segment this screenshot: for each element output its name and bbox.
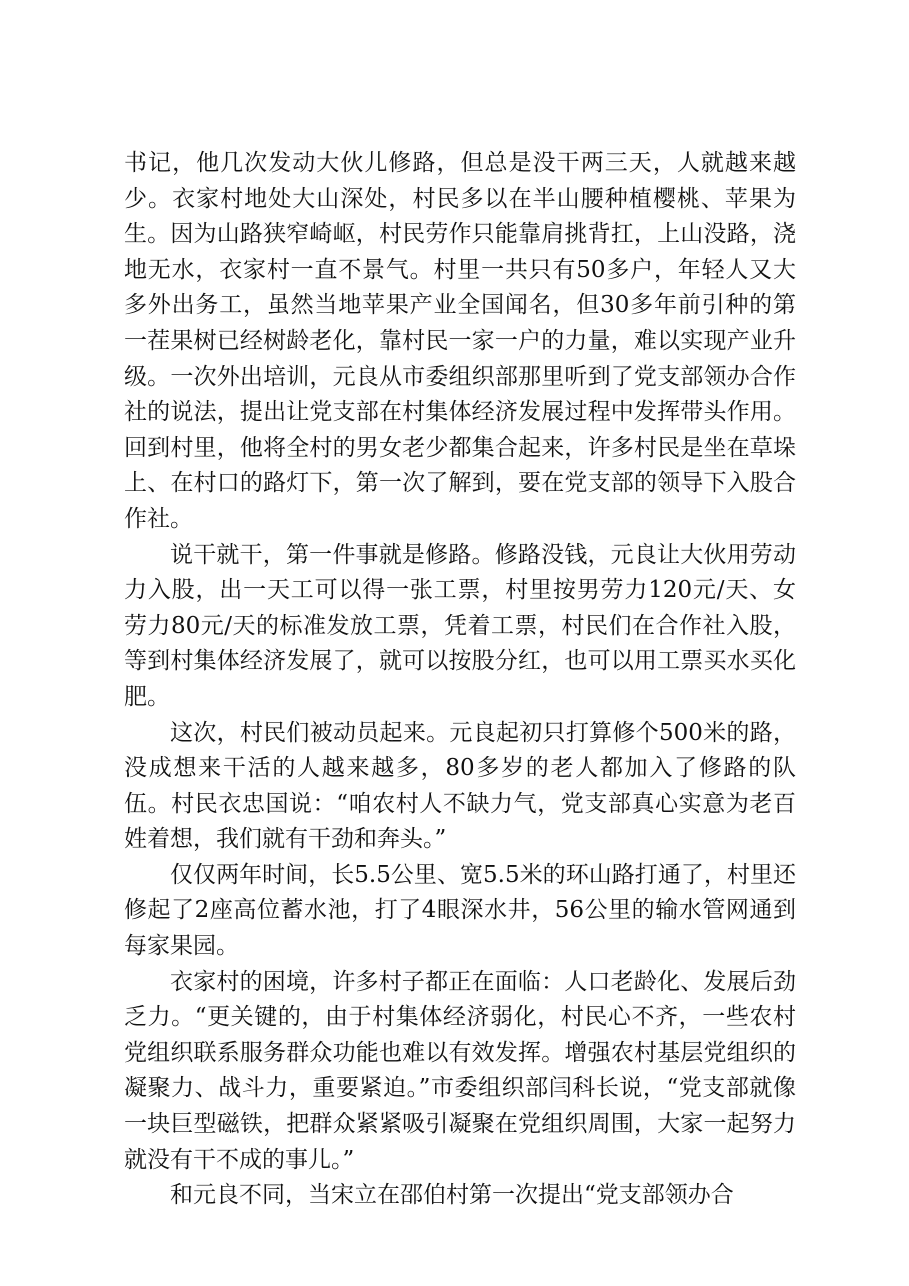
paragraph-2: 说干就干，第一件事就是修路。修路没钱，元良让大伙用劳动力入股，出一天工可以得一张工票，村里按男劳力120元/天、女劳力80元/天的标准发放工票，凭着工票，村民们在合作社入股，等到村集体经济发展了，就可以按股分红，也可以用工票买水买化肥。 bbox=[124, 541, 796, 710]
article-body bbox=[124, 146, 796, 1214]
paragraph-5: 衣家村的困境，许多村子都正在面临：人口老龄化、发展后劲乏力。“更关键的，由于村集体经济弱化，村民心不齐，一些农村党组织联系服务群众功能也难以有效发挥。增强农村基层党组织的凝聚力、战斗力，重要紧迫。”市委组织部闫科长说，“党支部就像一块巨型磁铁，把群众紧紧吸引凝聚在党组织周围，大家一起努力就没有干不成的事儿。” bbox=[124, 968, 796, 1173]
paragraph-4: 仅仅两年时间，长5.5公里、宽5.5米的环山路打通了，村里还修起了2座高位蓄水池，打了4眼深水井，56公里的输水管网通到每家果园。 bbox=[124, 861, 796, 960]
paragraph-6: 和元良不同，当宋立在邵伯村第一次提出“党支部领办合 bbox=[170, 1182, 734, 1209]
paragraph-1: 书记，他几次发动大伙儿修路，但总是没干两三天，人就越来越少。衣家村地处大山深处，村民多以在半山腰种植樱桃、苹果为生。因为山路狭窄崎岖，村民劳作只能靠肩挑背扛，上山没路，浇地无水，衣家村一直不景气。村里一共只有50多户，年轻人又大多外出务工，虽然当地苹果产业全国闻名，但30多年前引种的第一茬果树已经树龄老化，靠村民一家一户的力量，难以实现产业升级。一次外出培训，元良从市委组织部那里听到了党支部领办合作社的说法，提出让党支部在村集体经济发展过程中发挥带头作用。回到村里，他将全村的男女老少都集合起来，许多村民是坐在草垛上、在村口的路灯下，第一次了解到，要在党支部的领导下入股合作社。 bbox=[124, 150, 796, 532]
paragraph-3: 这次，村民们被动员起来。元良起初只打算修个500米的路，没成想来干活的人越来越多，80多岁的老人都加入了修路的队伍。村民衣忠国说：“咱农村人不缺力气，党支部真心实意为老百姓着想，我们就有干劲和奔头。” bbox=[124, 719, 796, 853]
